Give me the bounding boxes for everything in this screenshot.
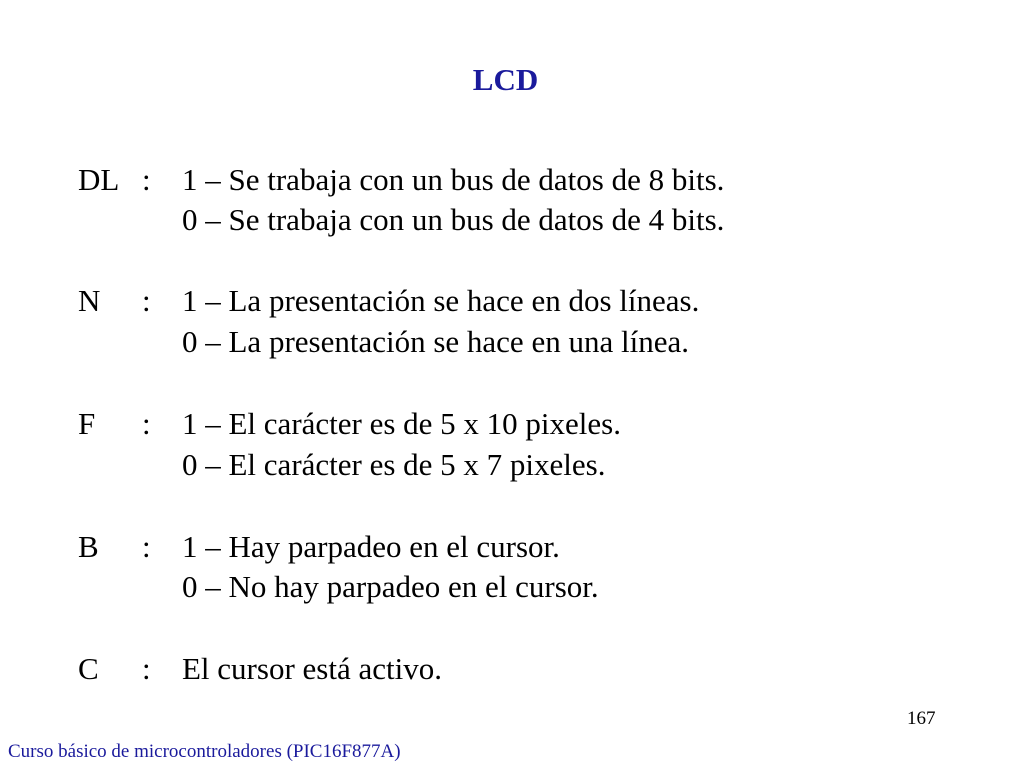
page-number: 167 [907, 708, 936, 729]
definition-key: B [78, 529, 99, 564]
definition-key: N [78, 283, 101, 318]
definition-line: 1 – Se trabaja con un bus de datos de 8 bits. [182, 162, 725, 197]
definition-row-n [78, 281, 699, 321]
definition-key: C [78, 651, 99, 686]
definition-row-b [78, 527, 560, 567]
definition-row-f [78, 404, 621, 444]
definition-continuation-dl [182, 200, 724, 240]
definition-line: 1 – El carácter es de 5 x 10 pixeles. [182, 406, 621, 441]
definition-line: 0 – Se trabaja con un bus de datos de 4 bits. [182, 202, 725, 237]
definition-colon: : [142, 406, 151, 441]
definition-colon: : [142, 283, 151, 318]
definition-line: El cursor está activo. [182, 651, 442, 686]
definition-line: 1 – La presentación se hace en dos líneas. [182, 283, 700, 318]
definition-row-c [78, 649, 442, 689]
definition-key: DL [78, 162, 120, 197]
definition-line: 1 – Hay parpadeo en el cursor. [182, 529, 560, 564]
slide-title: LCD [472, 62, 539, 97]
footer-course-title: Curso básico de microcontroladores (PIC16F877A) [8, 741, 401, 762]
definition-continuation-f [182, 445, 606, 485]
definition-continuation-b [182, 567, 599, 607]
definition-row-dl [78, 160, 724, 200]
definition-line: 0 – No hay parpadeo en el cursor. [182, 569, 599, 604]
definition-line: 0 – La presentación se hace en una línea. [182, 324, 689, 359]
definition-colon: : [142, 162, 151, 197]
definition-line: 0 – El carácter es de 5 x 7 pixeles. [182, 447, 606, 482]
definition-key: F [78, 406, 96, 441]
definition-colon: : [142, 651, 151, 686]
definition-continuation-n [182, 322, 689, 362]
definition-colon: : [142, 529, 151, 564]
